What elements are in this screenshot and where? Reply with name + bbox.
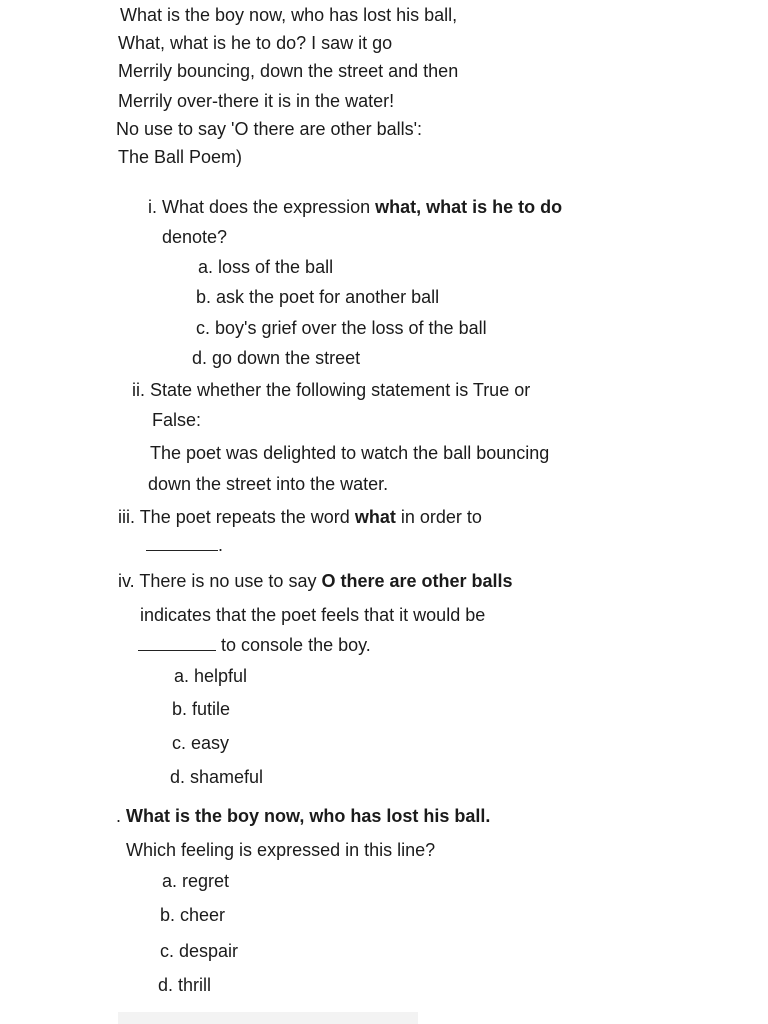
question-2-statement-line-1: The poet was delighted to watch the ball bouncing xyxy=(150,443,550,463)
question-emphasis: what xyxy=(354,507,396,527)
question-5 xyxy=(116,805,490,827)
poem-source: The Ball Poem) xyxy=(118,147,243,167)
question-5-option-b: b. cheer xyxy=(160,905,226,925)
question-number: ii. xyxy=(132,380,145,400)
question-1 xyxy=(148,196,562,218)
question-number: iv. xyxy=(118,571,135,591)
question-number: . xyxy=(116,806,122,826)
question-5-continuation: Which feeling is expressed in this line? xyxy=(126,840,436,860)
question-number: i. xyxy=(148,197,157,217)
question-2-continuation: False: xyxy=(152,410,202,430)
poem-line-2: What, what is he to do? I saw it go xyxy=(118,33,393,53)
question-1-option-d: d. go down the street xyxy=(192,348,361,368)
question-4-option-c: c. easy xyxy=(172,733,230,753)
question-2 xyxy=(132,379,530,401)
question-4-option-d: d. shameful xyxy=(170,767,264,787)
question-text: There is no use to say xyxy=(139,571,322,591)
question-4 xyxy=(118,570,513,592)
answer-blank xyxy=(146,538,218,551)
question-emphasis: What is the boy now, who has lost his ball. xyxy=(126,806,491,826)
question-emphasis: what, what is he to do xyxy=(375,197,563,217)
question-5-option-c: c. despair xyxy=(160,941,239,961)
question-5-option-a: a. regret xyxy=(162,871,230,891)
poem-line-3: Merrily bouncing, down the street and then xyxy=(118,61,459,81)
question-1-continuation: denote? xyxy=(162,227,228,247)
question-text: State whether the following statement is True or xyxy=(150,380,531,400)
question-3 xyxy=(118,506,482,528)
question-4-line-3 xyxy=(138,634,371,656)
page-edge-shadow xyxy=(118,1012,418,1024)
question-text: What does the expression xyxy=(162,197,376,217)
question-emphasis: O there are other balls xyxy=(321,571,513,591)
poem-line-5: No use to say 'O there are other balls': xyxy=(116,119,423,139)
question-text: The poet repeats the word xyxy=(139,507,355,527)
question-1-option-b: b. ask the poet for another ball xyxy=(196,287,440,307)
poem-line-4: Merrily over-there it is in the water! xyxy=(118,91,395,111)
question-2-statement-line-2: down the street into the water. xyxy=(148,474,389,494)
question-4-option-b: b. futile xyxy=(172,699,231,719)
question-text: to console the boy. xyxy=(221,635,371,655)
question-4-line-2: indicates that the poet feels that it would be xyxy=(140,605,486,625)
poem-line-1: What is the boy now, who has lost his ball, xyxy=(120,5,458,25)
question-text-end: in order to xyxy=(395,507,482,527)
answer-blank xyxy=(138,638,216,651)
question-3-answer-line xyxy=(146,534,223,556)
question-1-option-c: c. boy's grief over the loss of the ball xyxy=(196,318,487,338)
question-number: iii. xyxy=(118,507,135,527)
answer-blank-period: . xyxy=(218,535,224,555)
question-4-option-a: a. helpful xyxy=(174,666,248,686)
question-1-option-a: a. loss of the ball xyxy=(198,257,334,277)
question-5-option-d: d. thrill xyxy=(158,975,212,995)
